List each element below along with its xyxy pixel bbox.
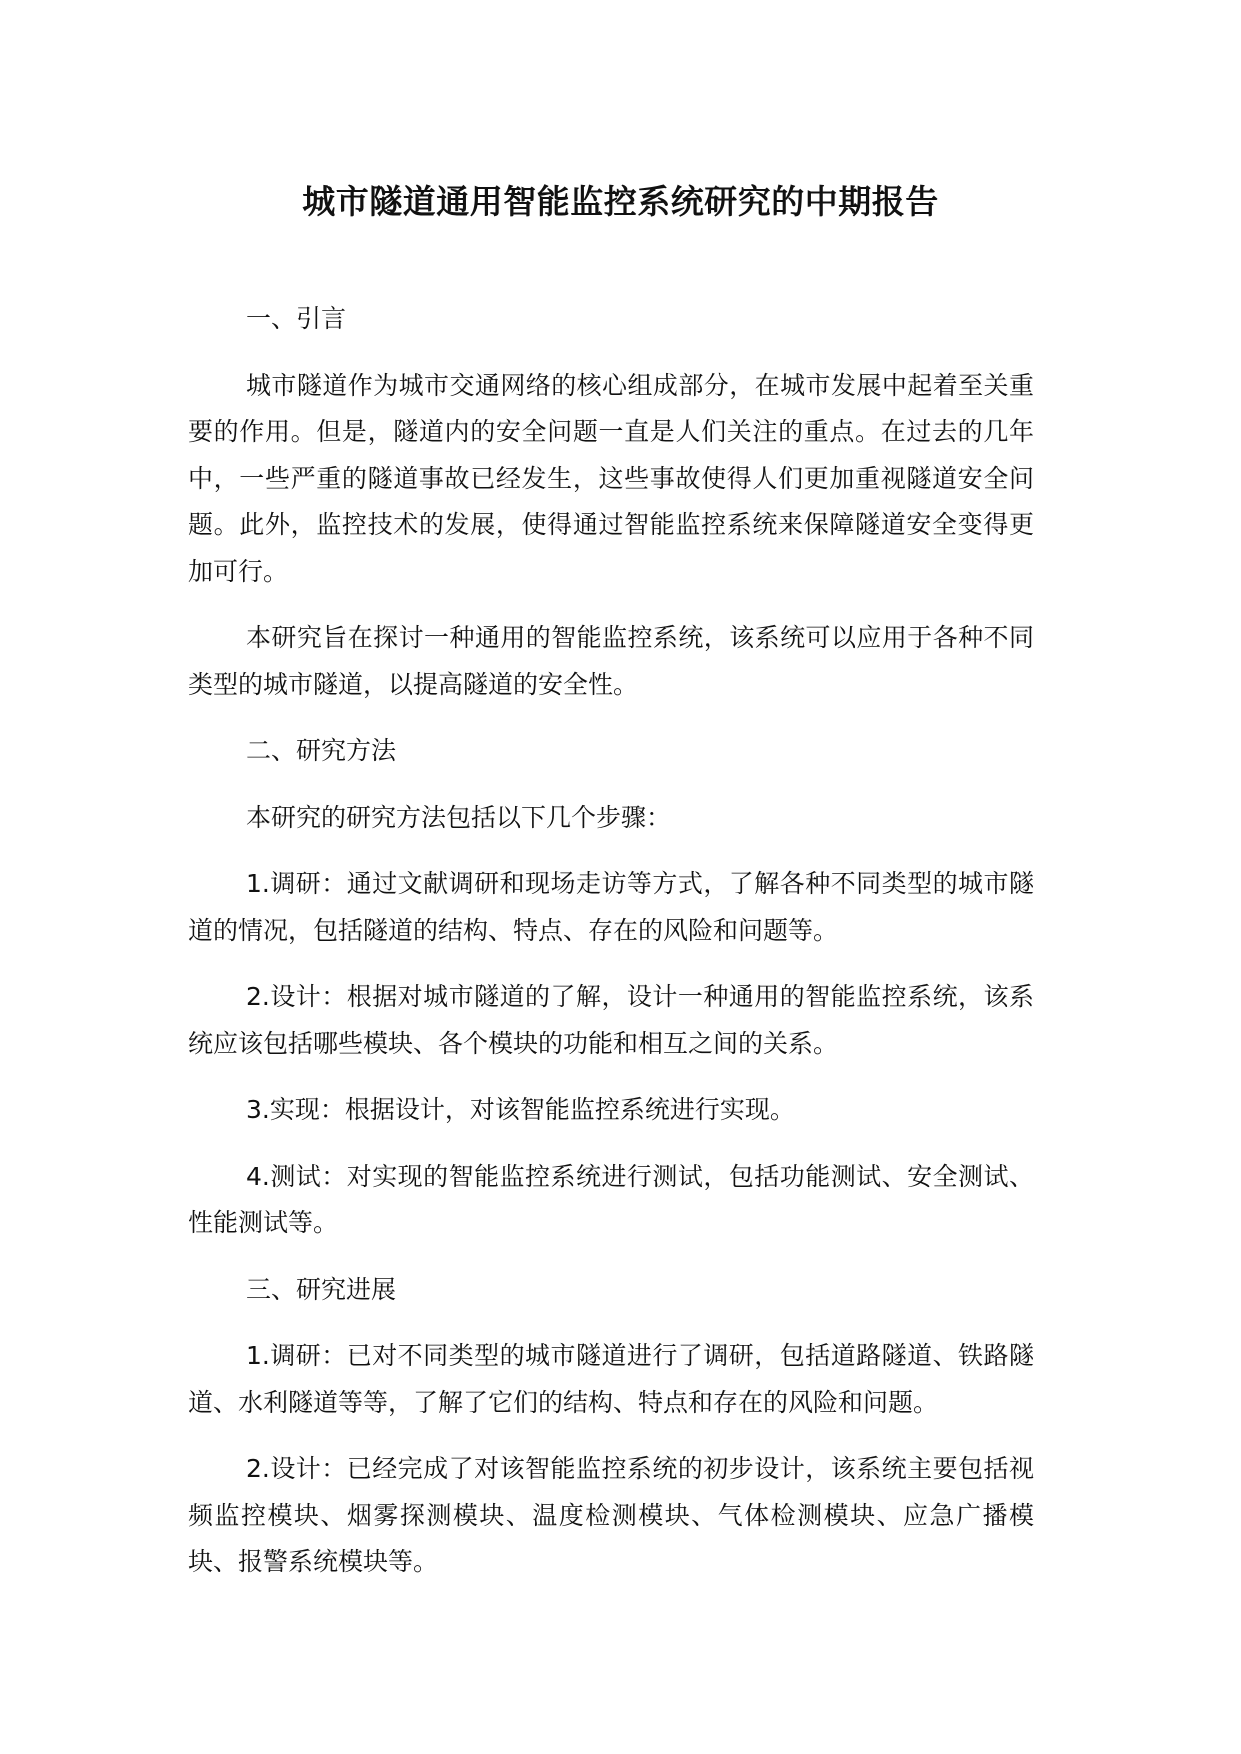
paragraph-method-testing: 4.测试：对实现的智能监控系统进行测试，包括功能测试、安全测试、性能测试等。 — [188, 1161, 1034, 1237]
section-heading-methods: 二、研究方法 — [246, 736, 397, 765]
document-body — [188, 296, 1034, 1606]
paragraph-introduction-background: 城市隧道作为城市交通网络的核心组成部分，在城市发展中起着至关重要的作用。但是，隧道内的安全问题一直是人们关注的重点。在过去的几年中，一些严重的隧道事故已经发生，这些事故使得人们更加重视隧道安全问题。此外，监控技术的发展，使得通过智能监控系统来保障隧道安全变得更加可行。 — [188, 370, 1034, 586]
paragraph-progress-research: 1.调研：已对不同类型的城市隧道进行了调研，包括道路隧道、铁路隧道、水利隧道等等，了解了它们的结构、特点和存在的风险和问题。 — [188, 1341, 1034, 1417]
section-heading-progress: 三、研究进展 — [246, 1274, 397, 1304]
paragraph-introduction-aim: 本研究旨在探讨一种通用的智能监控系统，该系统可以应用于各种不同类型的城市隧道，以提高隧道的安全性。 — [188, 623, 1034, 699]
paragraph-method-research: 1.调研：通过文献调研和现场走访等方式，了解各种不同类型的城市隧道的情况，包括隧道的结构、特点、存在的风险和问题等。 — [188, 869, 1034, 945]
paragraph-method-design: 2.设计：根据对城市隧道的了解，设计一种通用的智能监控系统，该系统应该包括哪些模块、各个模块的功能和相互之间的关系。 — [188, 982, 1034, 1058]
document-title: 城市隧道通用智能监控系统研究的中期报告 — [302, 182, 939, 221]
paragraph-method-implementation: 3.实现：根据设计，对该智能监控系统进行实现。 — [246, 1095, 795, 1124]
paragraph-methods-intro: 本研究的研究方法包括以下几个步骤： — [246, 802, 672, 832]
section-heading-introduction: 一、引言 — [246, 304, 347, 333]
paragraph-progress-design: 2.设计：已经完成了对该智能监控系统的初步设计，该系统主要包括视频监控模块、烟雾探测模块、温度检测模块、气体检测模块、应急广播模块、报警系统模块等。 — [188, 1454, 1034, 1576]
